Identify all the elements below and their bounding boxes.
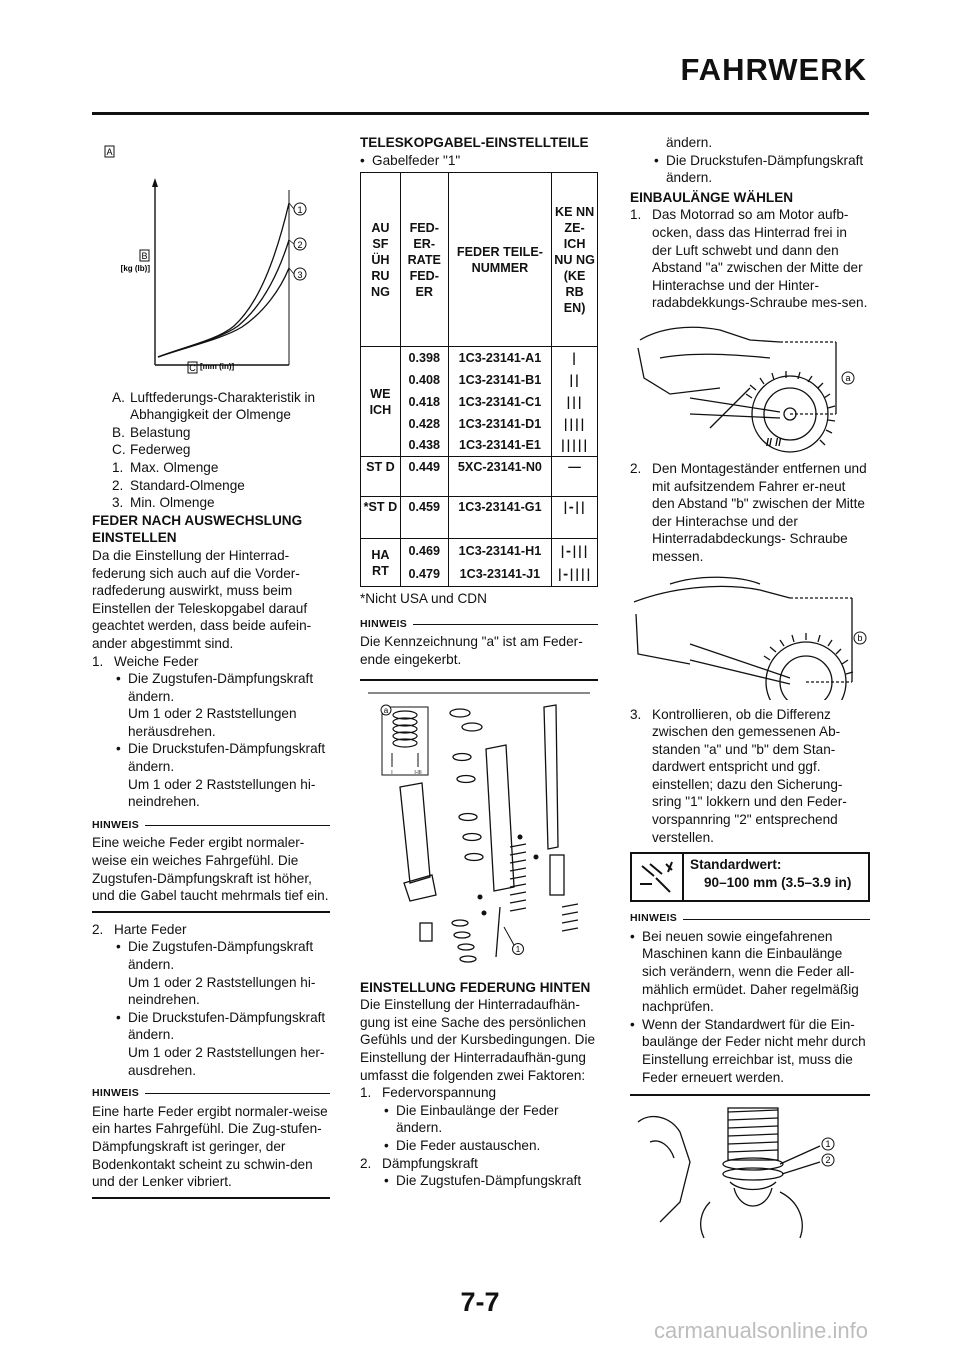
table-group-cell: *ST D	[361, 497, 401, 539]
table-row	[361, 497, 598, 539]
note-label: HINWEIS	[92, 1087, 140, 1100]
table-cell: 0.479	[400, 563, 448, 587]
note-soft-spring-text: Eine weiche Feder ergibt normaler-weise ein weiches Fahrgefühl. Die Zugstufen-Dämpfungskraft ist höher, und die Gabel taucht mehrmals tief ein.	[92, 835, 329, 904]
legend-item-1: 1. Max. Olmenge	[112, 459, 219, 475]
bullet-compression-hard-sub: Um 1 oder 2 Raststellungen her-ausdrehen.	[128, 1044, 325, 1078]
bullet-rebound-hard-sub: Um 1 oder 2 Raststellungen hi-neindrehen.	[128, 974, 316, 1008]
header-rule	[92, 112, 869, 115]
table-group-cell: ST D	[361, 457, 401, 497]
graph-legend	[92, 389, 330, 512]
bullet-compression-soft: • Die Druckstufen-Dämpfungskraft ändern.	[116, 741, 326, 775]
list-item-preload: 1. Federvorspannung	[360, 1085, 497, 1101]
bullet-fork-spring: • Gabelfeder "1"	[360, 152, 461, 168]
table-cell: 1C3-23141-J1	[448, 563, 551, 587]
table-cell: 0.449	[400, 457, 448, 497]
fig3-label-1: 1	[825, 1139, 831, 1150]
note-bullet-1: • Bei neuen sowie eingefahrenen Maschinen kann die Einbaulänge sich verändern, wenn die Feder all-mählich ermüdet. Daher regelmäßig nachprüfen.	[630, 928, 859, 1015]
table-cell: |||||	[552, 435, 598, 457]
fig1-label-a: a	[845, 372, 851, 383]
bullet-damping-compression: • Die Druckstufen-Dämpfungskraft ändern.	[654, 152, 864, 186]
continued-text: ändern.	[666, 135, 713, 150]
table-cell: 0.418	[400, 391, 448, 413]
bullet-compression-soft-sub: Um 1 oder 2 Raststellungen hi-neindrehen.	[128, 776, 316, 810]
legend-item-2: 2. Standard-Olmenge	[112, 477, 245, 493]
section-title-fork-parts: TELESKOPGABEL-EINSTELLTEILE	[360, 135, 589, 150]
fig-label-i: I	[391, 769, 393, 776]
list-item-hard-spring: 2. Harte Feder	[92, 921, 187, 937]
shock-absorber-illustration	[630, 1102, 868, 1242]
fig-label-iii: I-III	[414, 769, 422, 776]
note-hard-spring	[92, 1085, 330, 1199]
right-column	[630, 134, 870, 1242]
table-header-row	[361, 173, 598, 347]
rear-wheel-raised-illustration	[630, 318, 868, 456]
legend-item-c: C. Federweg	[112, 442, 191, 458]
note-soft-spring	[92, 817, 330, 913]
note-label: HINWEIS	[360, 617, 408, 630]
step-2: 2. Den Montageständer entfernen und mit aufsitzendem Fahrer er-neut den Abstand "b" zwischen der Mitte der Hinterachse und der Hinterradabdeckungs- Schraube messen.	[630, 460, 867, 564]
table-cell: 1C3-23141-B1	[448, 369, 551, 391]
table-head-cell: FEDER TEILE-NUMMER	[448, 173, 551, 347]
note-label: HINWEIS	[92, 818, 140, 831]
graph-x-unit: [mm (in)]	[200, 362, 235, 371]
table-row	[361, 539, 598, 563]
bullet-compression-hard: • Die Druckstufen-Dämpfungskraft ändern.	[116, 1009, 326, 1043]
table-head-cell: KE NN ZE-ICH NU NG (KE RB EN)	[552, 173, 598, 347]
table-cell: |||	[552, 391, 598, 413]
standard-value-label: Standardwert:	[690, 857, 782, 873]
callout-2: 2	[297, 240, 303, 250]
bullet-preload-length: • Die Einbaulänge der Feder ändern.	[384, 1102, 559, 1136]
fig-label-1: 1	[515, 944, 521, 954]
standard-value: 90–100 mm (3.5–3.9 in)	[704, 874, 852, 890]
table-cell: |	[552, 347, 598, 369]
graph-curve-2	[158, 240, 289, 357]
table-cell: 1C3-23141-E1	[448, 435, 551, 457]
section-title-rear-suspension: EINSTELLUNG FEDERUNG HINTEN	[360, 979, 591, 995]
table-head-cell: AU SF ÜH RU NG	[361, 173, 401, 347]
table-cell: |-||||	[552, 563, 598, 587]
note-notch-text: Die Kennzeichnung "a" ist am Feder-ende eingekerbt.	[360, 634, 583, 667]
rear-wheel-loaded-illustration	[630, 574, 868, 700]
table-footnote: *Nicht USA und CDN	[360, 591, 487, 607]
table-row	[361, 347, 598, 369]
table-cell: 1C3-23141-H1	[448, 539, 551, 563]
list-item-soft-spring: 1. Weiche Feder	[92, 653, 199, 669]
table-cell: ||	[552, 369, 598, 391]
watermark: carmanualsonline.info	[653, 1318, 868, 1343]
table-cell: 1C3-23141-A1	[448, 347, 551, 369]
page-header-title: FAHRWERK	[680, 52, 867, 87]
table-cell: |-||	[552, 497, 598, 539]
callout-1: 1	[297, 205, 303, 215]
graph-y-arrow	[152, 178, 158, 187]
note-notch	[360, 616, 598, 681]
step-1: 1. Das Motorrad so am Motor aufb-ocken, dass das Hinterrad frei in der Luft schwebt und dann den Abstand "a" zwischen der Mitte der Hinterachse und der Hinter-radabdekkungs-Schraube mes-sen.	[630, 207, 868, 311]
legend-item-a: A. Luftfederungs-Charakteristik in Abhangigkeit der Olmenge	[112, 389, 316, 423]
table-cell: 1C3-23141-D1	[448, 413, 551, 435]
note-hard-spring-text: Eine harte Feder ergibt normaler-weise ein hartes Fahrgefühl. Die Zug-stufen-Dämpfungskraft ist geringer, der Bodenkontakt scheint zu schwin-den und der Lenker vibriert.	[92, 1103, 328, 1190]
graph-y-unit: [kg (lb)]	[120, 264, 150, 273]
list-item-damping: 2. Dämpfungskraft	[360, 1155, 478, 1171]
standard-value-box	[630, 852, 870, 902]
table-head-cell: FED-ER-RATE FED-ER	[400, 173, 448, 347]
table-cell: 0.459	[400, 497, 448, 539]
step-3: 3. Kontrollieren, ob die Differenz zwischen den gemessenen Ab-standen "a" und "b" dem Stan-dardwert entspricht und ggf. einstellen; dazu den Sicherung-sring "1" lokkern und den Feder-vorspannring "2" entsprechend verstellen.	[630, 706, 847, 845]
table-cell: 0.408	[400, 369, 448, 391]
bullet-rebound-soft-sub: Um 1 oder 2 Raststellungen heräusdrehen.	[128, 706, 297, 739]
table-cell: 0.469	[400, 539, 448, 563]
fork-exploded-illustration	[360, 687, 598, 975]
table-cell: ||||	[552, 413, 598, 435]
section-title-installed-length: EINBAULÄNGE WÄHLEN	[630, 189, 794, 205]
middle-column	[360, 134, 598, 1190]
fig-label-a: a	[383, 705, 389, 715]
bullet-rebound-soft: • Die Zugstufen-Dämpfungskraft ändern.	[116, 671, 314, 704]
table-cell: —	[552, 457, 598, 497]
table-cell: 1C3-23141-C1	[448, 391, 551, 413]
graph-tag-b: B	[141, 251, 148, 261]
legend-item-b: B. Belastung	[112, 424, 191, 440]
graph-tag-a: A	[106, 147, 113, 157]
section-title-spring-adjust: FEDER NACH AUSWECHSLUNG EINSTELLEN	[92, 512, 303, 546]
note-label: HINWEIS	[630, 912, 678, 925]
fig3-label-2: 2	[825, 1155, 831, 1166]
graph-curve-3	[158, 268, 289, 357]
table-group-cell: WE ICH	[361, 347, 401, 457]
bullet-preload-replace: • Die Feder austauschen.	[384, 1137, 541, 1153]
rear-suspension-intro: Die Einstellung der Hinterradaufhän-gung ist eine Sache des persönlichen Gefühls und der Kursbedingungen. Die Einstellung der Hinterradaufhän-gung umfasst die folgenden zwei Faktoren:	[360, 997, 596, 1083]
spring-detail-box	[382, 707, 428, 775]
graph-tag-c: C	[189, 363, 196, 373]
table-cell: 0.428	[400, 413, 448, 435]
wrench-icon	[632, 854, 684, 900]
note-installed-length	[630, 910, 870, 1096]
legend-item-3: 3. Min. Olmenge	[112, 495, 215, 511]
table-group-cell: HA RT	[361, 539, 401, 587]
table-cell: 0.398	[400, 347, 448, 369]
table-cell: 5XC-23141-N0	[448, 457, 551, 497]
page-number: 7-7	[460, 1287, 500, 1317]
table-row	[361, 457, 598, 497]
fig1-marks: // //	[766, 436, 782, 449]
note-bullet-2: • Wenn der Standardwert für die Ein-baulänge der Feder nicht mehr durch Einstellung erreichbar ist, muss die Feder erneuert werden.	[630, 1016, 866, 1085]
fork-spring-table	[360, 172, 598, 587]
table-cell: 1C3-23141-G1	[448, 497, 551, 539]
bullet-rebound-hard: • Die Zugstufen-Dämpfungskraft ändern.	[116, 939, 314, 972]
air-spring-graph	[92, 140, 330, 380]
table-cell: 0.438	[400, 435, 448, 457]
left-column	[92, 140, 330, 1199]
bullet-damping-rebound: • Die Zugstufen-Dämpfungskraft	[384, 1173, 582, 1189]
table-cell: |-|||	[552, 539, 598, 563]
spring-adjust-intro: Da die Einstellung der Hinterrad-federung sich auch auf die Vorder-radfederung auswirkt, muss beim Einstellen der Teleskopgabel darauf geachtet werden, dass beide aufein-ander abgestimmt sind.	[92, 547, 312, 651]
fig2-label-b: b	[857, 632, 863, 643]
callout-3: 3	[297, 270, 303, 280]
